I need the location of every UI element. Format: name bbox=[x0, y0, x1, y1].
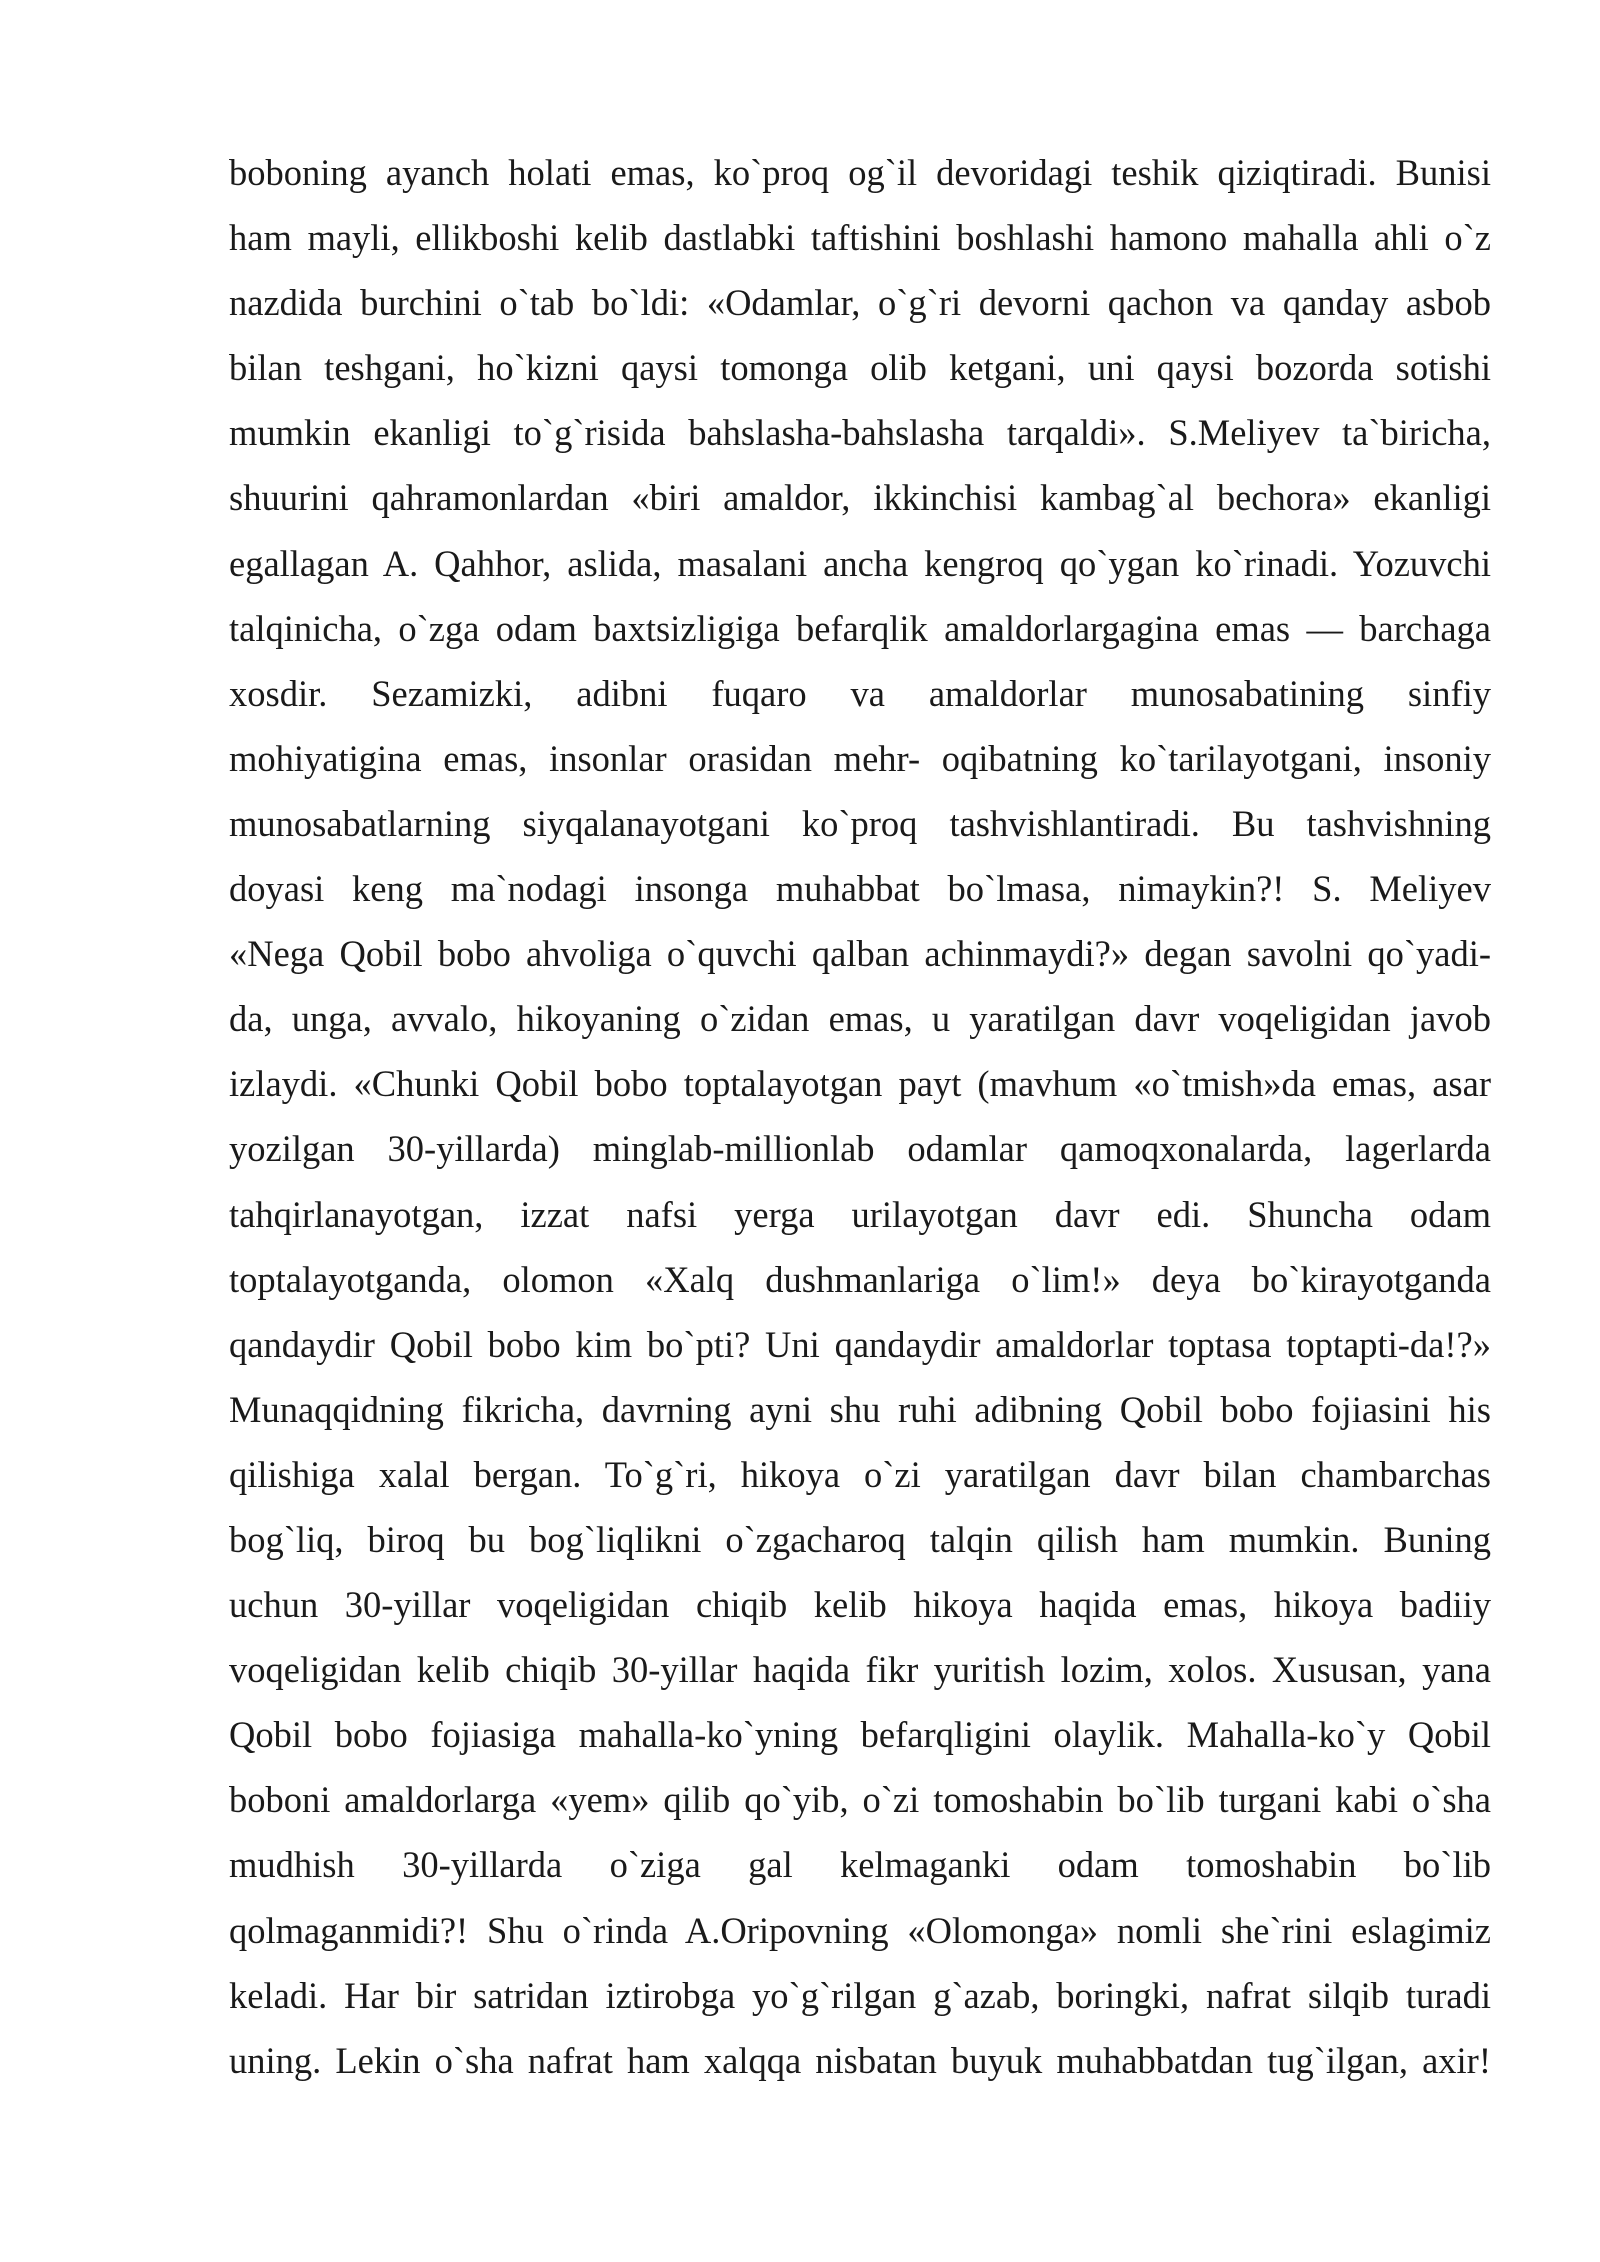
text-line: qolmaganmidi?! Shu o`rinda A.Oripovning «Olomonga» nomli she`rini eslagimiz bbox=[229, 1909, 1491, 1951]
text-line: izlaydi. «Chunki Qobil bobo toptalayotgan payt (mavhum «o`tmish»da emas, asar bbox=[229, 1063, 1491, 1105]
text-line: tahqirlanayotgan, izzat nafsi yerga urilayotgan davr edi. Shuncha odam bbox=[229, 1193, 1491, 1235]
text-line: Munaqqidning fikricha, davrning ayni shu ruhi adibning Qobil bobo fojiasini his bbox=[229, 1388, 1491, 1430]
text-line: keladi. Har bir satridan iztirobga yo`g`rilgan g`azab, boringki, nafrat silqib turadi bbox=[229, 1974, 1491, 2016]
text-line: xosdir. Sezamizki, adibni fuqaro va amaldorlar munosabatining sinfiy bbox=[229, 672, 1491, 714]
text-line: boboni amaldorlarga «yem» qilib qo`yib, o`zi tomoshabin bo`lib turgani kabi o`sha bbox=[229, 1779, 1491, 1821]
text-line: talqinicha, o`zga odam baxtsizligiga befarqlik amaldorlargagina emas — barchaga bbox=[229, 607, 1491, 649]
text-line: uning. Lekin o`sha nafrat ham xalqqa nisbatan buyuk muhabbatdan tug`ilgan, axir! bbox=[229, 2039, 1491, 2081]
text-line: qilishiga xalal bergan. To`g`ri, hikoya o`zi yaratilgan davr bilan chambarchas bbox=[229, 1453, 1491, 1495]
text-line: qandaydir Qobil bobo kim bo`pti? Uni qandaydir amaldorlar toptasa toptapti-da!?» bbox=[229, 1323, 1491, 1365]
text-line: «Nega Qobil bobo ahvoliga o`quvchi qalban achinmaydi?» degan savolni qo`yadi- bbox=[229, 933, 1491, 975]
text-line: toptalayotganda, olomon «Xalq dushmanlariga o`lim!» deya bo`kirayotganda bbox=[229, 1258, 1491, 1300]
text-line: nazdida burchini o`tab bo`ldi: «Odamlar, o`g`ri devorni qachon va qanday asbob bbox=[229, 282, 1491, 324]
text-line: Qobil bobo fojiasiga mahalla-ko`yning befarqligini olaylik. Mahalla-ko`y Qobil bbox=[229, 1714, 1491, 1756]
text-line: shuurini qahramonlardan «biri amaldor, ikkinchisi kambag`al bechora» ekanligi bbox=[229, 477, 1491, 519]
text-line: ham mayli, ellikboshi kelib dastlabki taftishini boshlashi hamono mahalla ahli o`z bbox=[229, 217, 1491, 259]
text-line: boboning ayanch holati emas, ko`proq og`il devoridagi teshik qiziqtiradi. Bunisi bbox=[229, 152, 1491, 193]
text-line: bilan teshgani, ho`kizni qaysi tomonga olib ketgani, uni qaysi bozorda sotishi bbox=[229, 347, 1491, 389]
text-line: uchun 30-yillar voqeligidan chiqib kelib hikoya haqida emas, hikoya badiiy bbox=[229, 1584, 1491, 1626]
text-line: doyasi keng ma`nodagi insonga muhabbat bo`lmasa, nimaykin?! S. Meliyev bbox=[229, 868, 1491, 910]
text-line: mohiyatigina emas, insonlar orasidan mehr- oqibatning ko`tarilayotgani, insoniy bbox=[229, 737, 1491, 779]
text-line: mumkin ekanligi to`g`risida bahslasha-bahslasha tarqaldi». S.Meliyev ta`biricha, bbox=[229, 412, 1491, 454]
text-line: munosabatlarning siyqalanayotgani ko`proq tashvishlantiradi. Bu tashvishning bbox=[229, 802, 1491, 844]
text-line: egallagan A. Qahhor, aslida, masalani ancha kengroq qo`ygan ko`rinadi. Yozuvchi bbox=[229, 542, 1491, 584]
text-line: mudhish 30-yillarda o`ziga gal kelmaganki odam tomoshabin bo`lib bbox=[229, 1844, 1491, 1886]
text-line: da, unga, avvalo, hikoyaning o`zidan emas, u yaratilgan davr voqeligidan javob bbox=[229, 998, 1491, 1040]
body-text bbox=[229, 140, 1491, 2093]
text-line: yozilgan 30-yillarda) minglab-millionlab odamlar qamoqxonalarda, lagerlarda bbox=[229, 1128, 1491, 1170]
text-line: bog`liq, biroq bu bog`liqlikni o`zgacharoq talqin qilish ham mumkin. Buning bbox=[229, 1518, 1491, 1560]
text-line: voqeligidan kelib chiqib 30-yillar haqida fikr yuritish lozim, xolos. Xususan, yana bbox=[229, 1649, 1491, 1691]
